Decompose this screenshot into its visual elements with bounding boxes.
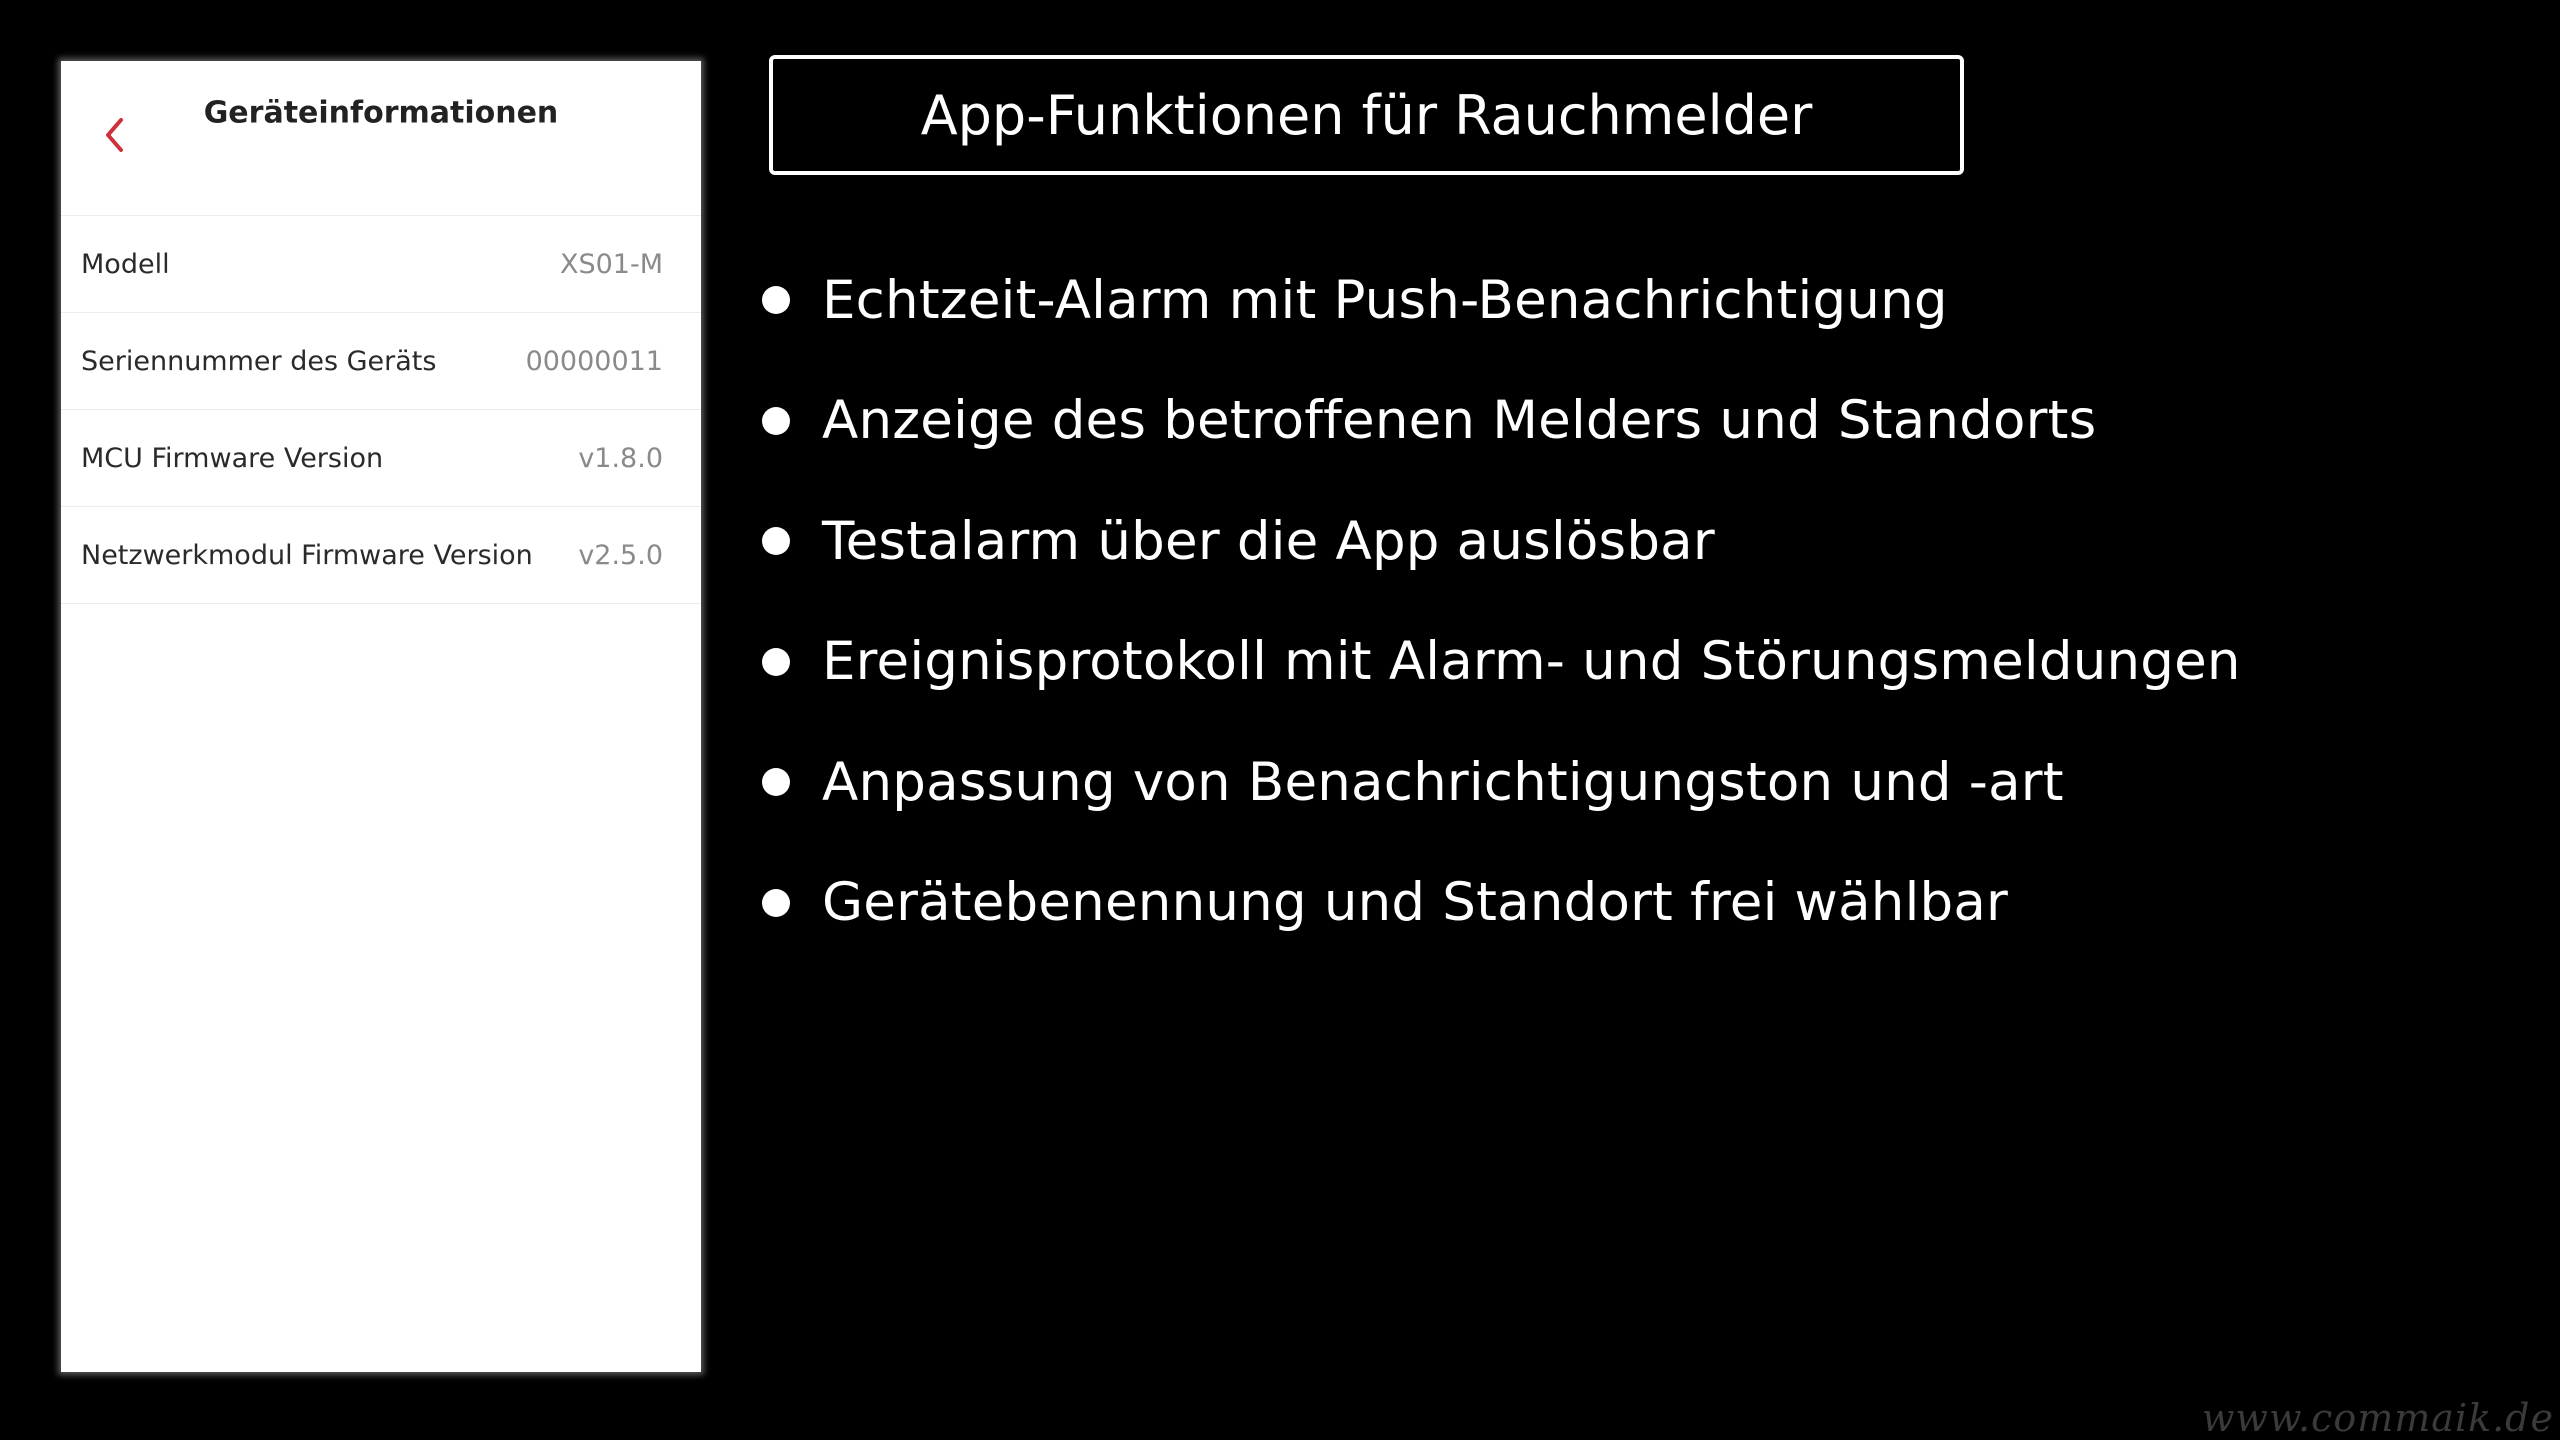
info-value: 00000011 bbox=[525, 345, 663, 377]
info-label: Modell bbox=[81, 248, 170, 280]
slide-title: App-Funktionen für Rauchmelder bbox=[920, 83, 1813, 147]
info-row-network-firmware bbox=[61, 507, 701, 604]
info-label: Seriennummer des Geräts bbox=[81, 345, 437, 377]
slide-title-box bbox=[769, 55, 1964, 175]
feature-text: Gerätebenennung und Standort frei wählbar bbox=[822, 872, 2009, 934]
bullet-icon bbox=[762, 768, 790, 796]
info-value: v2.5.0 bbox=[578, 539, 663, 571]
feature-text: Ereignisprotokoll mit Alarm- und Störungsmeldungen bbox=[822, 631, 2241, 693]
bullet-icon bbox=[762, 889, 790, 917]
feature-list bbox=[760, 240, 2241, 963]
feature-text: Anzeige des betroffenen Melders und Standorts bbox=[822, 390, 2097, 452]
feature-item bbox=[760, 602, 2241, 723]
info-value: XS01-M bbox=[559, 248, 663, 280]
info-label: MCU Firmware Version bbox=[81, 442, 384, 474]
info-row-mcu-firmware bbox=[61, 410, 701, 507]
phone-header bbox=[61, 61, 701, 216]
info-row-serial-number bbox=[61, 313, 701, 410]
device-info-list bbox=[61, 216, 701, 604]
feature-text: Anpassung von Benachrichtigungston und -art bbox=[822, 751, 2064, 813]
bullet-icon bbox=[762, 407, 790, 435]
bullet-icon bbox=[762, 648, 790, 676]
feature-text: Echtzeit-Alarm mit Push-Benachrichtigung bbox=[822, 269, 1948, 331]
feature-item bbox=[760, 843, 2241, 964]
bullet-icon bbox=[762, 286, 790, 314]
page-title: Geräteinformationen bbox=[203, 95, 559, 131]
info-row-model bbox=[61, 216, 701, 313]
feature-item bbox=[760, 481, 2241, 602]
phone-screenshot bbox=[61, 61, 701, 1372]
info-label: Netzwerkmodul Firmware Version bbox=[81, 539, 533, 571]
bullet-icon bbox=[762, 527, 790, 555]
feature-item bbox=[760, 240, 2241, 361]
feature-text: Testalarm über die App auslösbar bbox=[822, 510, 1715, 572]
feature-item bbox=[760, 361, 2241, 482]
info-value: v1.8.0 bbox=[578, 442, 663, 474]
feature-item bbox=[760, 722, 2241, 843]
watermark: www.commaik.de bbox=[2201, 1396, 2554, 1440]
